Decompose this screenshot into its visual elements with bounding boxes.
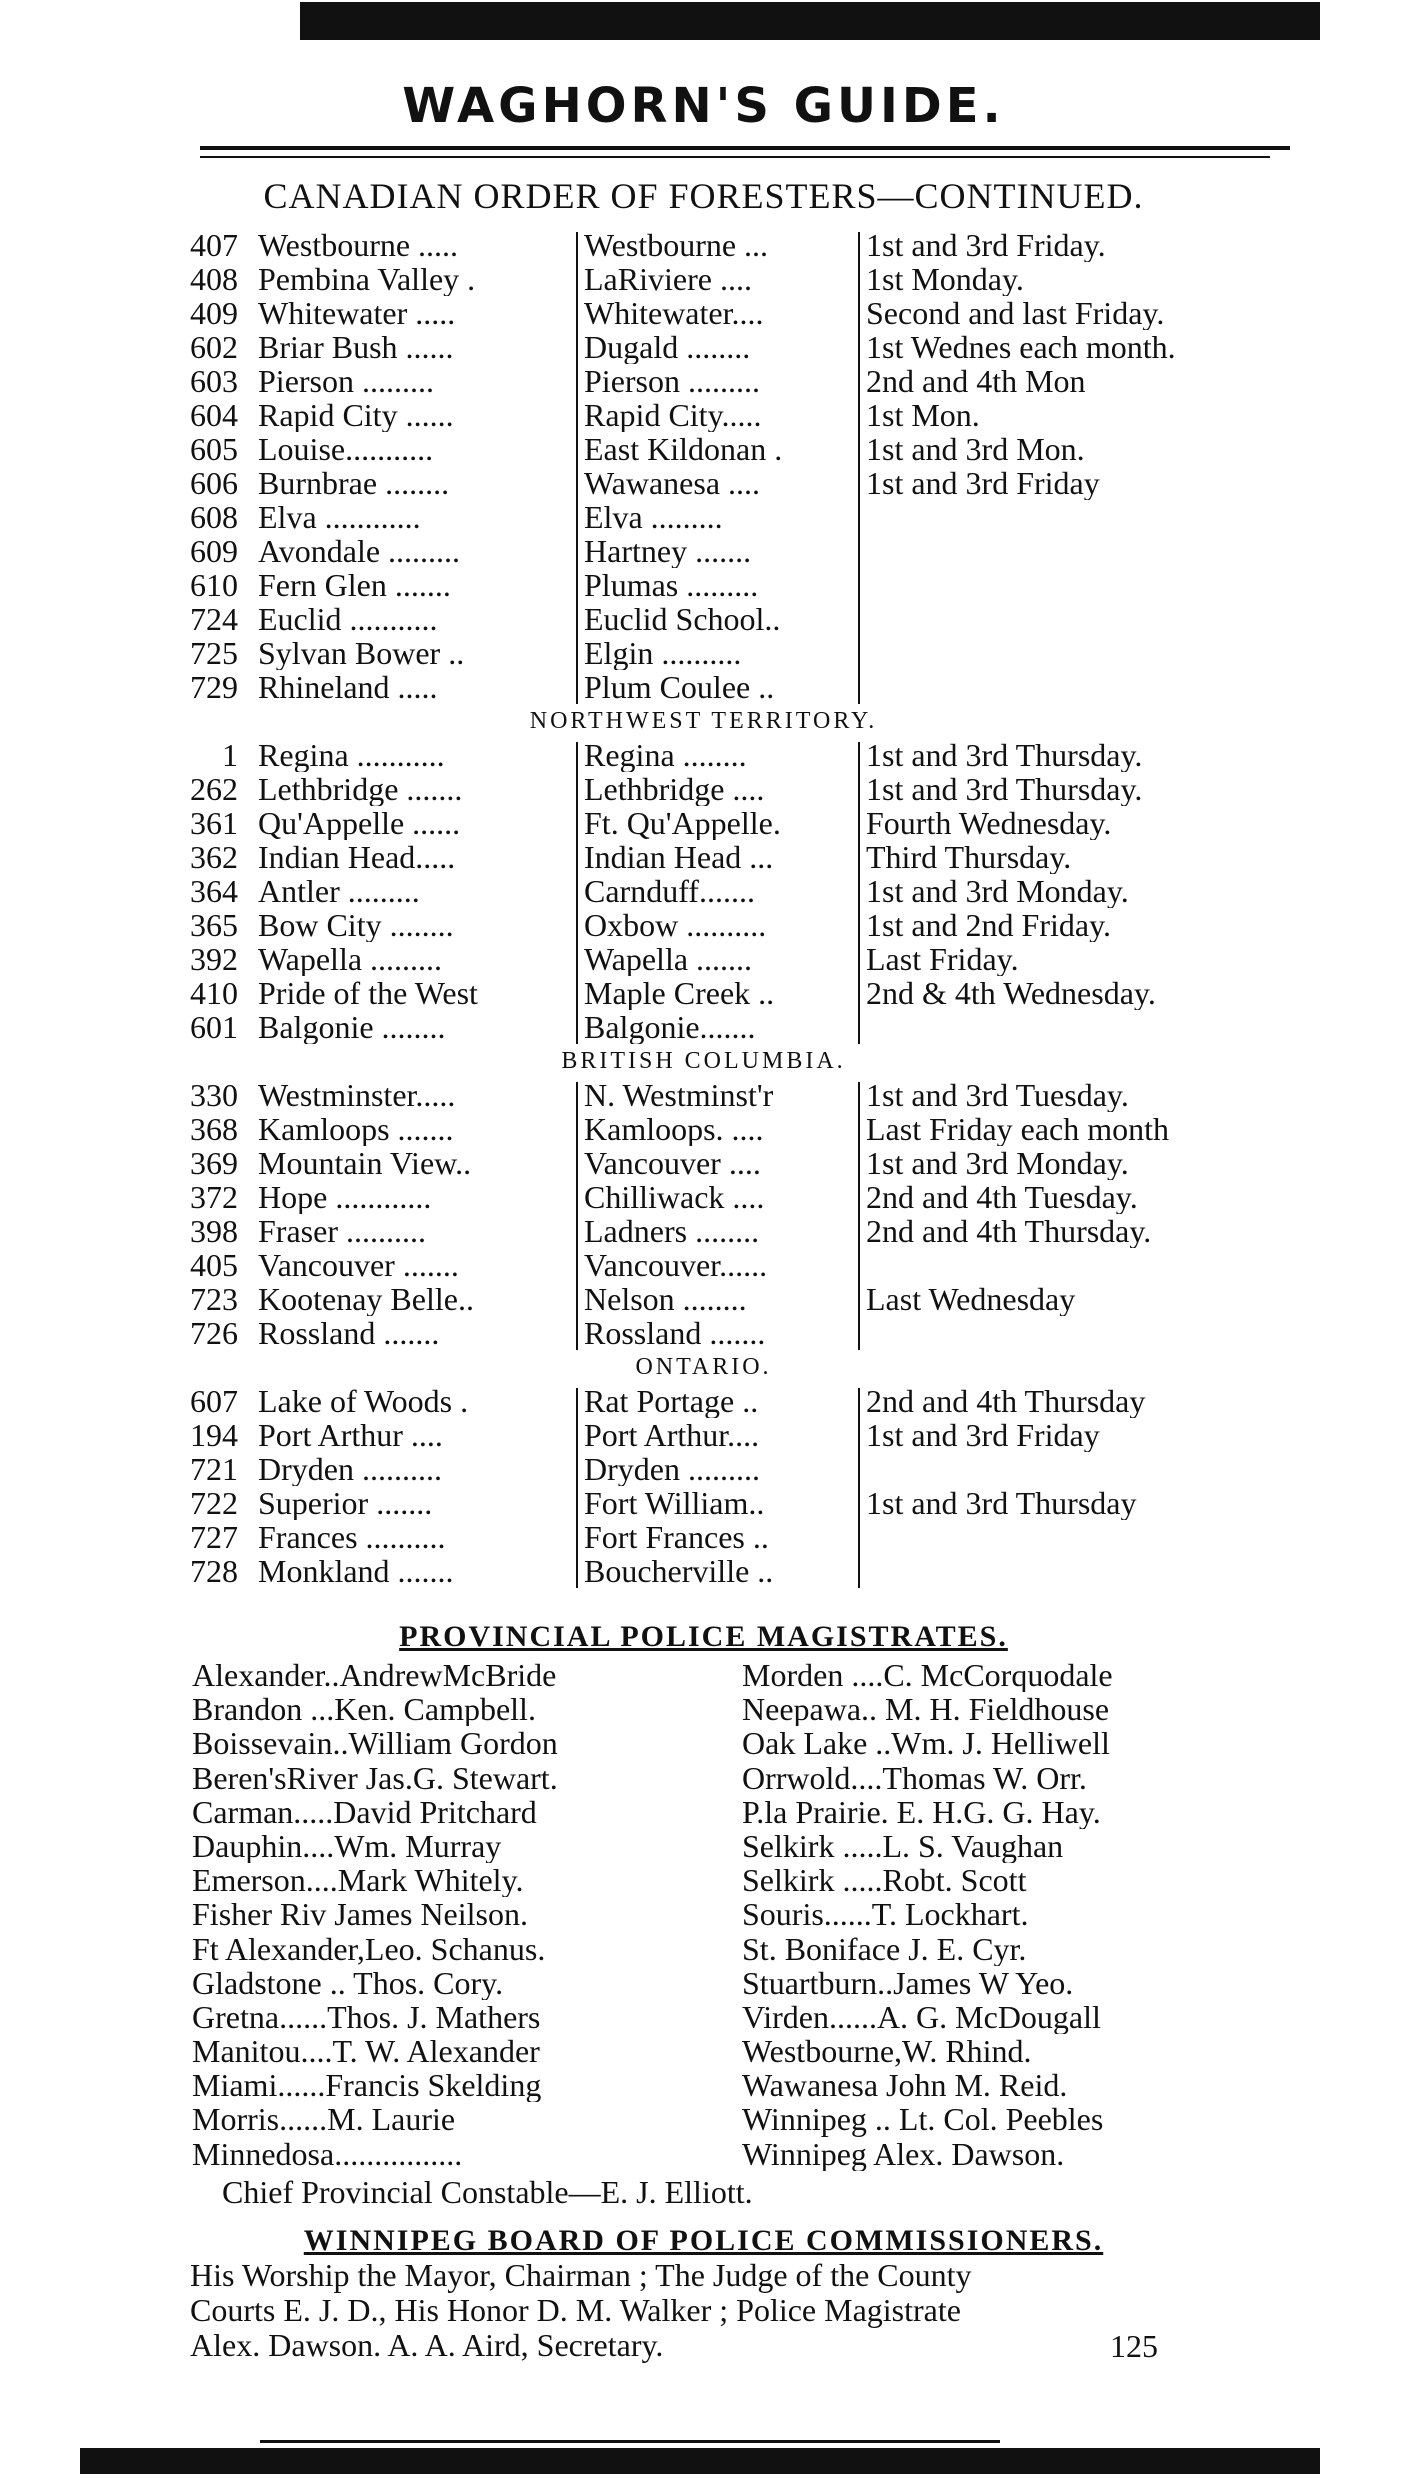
column-rule: [858, 232, 860, 704]
court-meeting: 1st and 3rd Mon.: [866, 432, 1085, 466]
court-row: [0, 1316, 1407, 1350]
court-number: 392: [190, 941, 238, 977]
court-name: Avondale .........: [258, 534, 461, 568]
court-place: Ft. Qu'Appelle.: [584, 806, 781, 840]
court-number: 398: [190, 1213, 238, 1249]
court-name: Lethbridge .......: [258, 772, 463, 806]
court-number: 724: [190, 601, 238, 637]
magistrate-entry: Oak Lake ..Wm. J. Helliwell: [742, 1726, 1110, 1761]
court-row: [0, 738, 1407, 772]
court-meeting: Second and last Friday.: [866, 296, 1165, 330]
court-meeting: 1st and 2nd Friday.: [866, 908, 1112, 942]
court-name: Louise...........: [258, 432, 434, 466]
court-name: Briar Bush ......: [258, 330, 454, 364]
court-number: 194: [190, 1417, 238, 1453]
magistrate-entry: Orrwold....Thomas W. Orr.: [742, 1760, 1087, 1795]
court-place: Euclid School..: [584, 602, 781, 636]
court-name: Superior .......: [258, 1486, 433, 1520]
court-row: [0, 1554, 1407, 1588]
magistrate-entry: Selkirk .....Robt. Scott: [742, 1863, 1027, 1898]
court-place: Fort William..: [584, 1486, 765, 1520]
court-number: 405: [190, 1247, 238, 1283]
section-heading: CANADIAN ORDER OF FORESTERS—CONTINUED.: [263, 176, 1144, 216]
magistrate-entry: Winnipeg .. Lt. Col. Peebles: [742, 2102, 1104, 2137]
court-row: [0, 908, 1407, 942]
court-place: Fort Frances ..: [584, 1520, 769, 1554]
court-meeting: 2nd and 4th Thursday: [866, 1384, 1146, 1418]
court-number: 725: [190, 635, 238, 671]
court-row: [0, 874, 1407, 908]
court-row: [0, 942, 1407, 976]
court-number: 368: [190, 1111, 238, 1147]
page-title: WAGHORN'S GUIDE.: [402, 78, 1005, 134]
court-name: Frances ..........: [258, 1520, 446, 1554]
board-line: Courts E. J. D., His Honor D. M. Walker ; Police Magistrate: [190, 2292, 961, 2328]
court-meeting: 2nd and 4th Tuesday.: [866, 1180, 1138, 1214]
court-number: 362: [190, 839, 238, 875]
magistrates-right-column: [742, 1658, 1332, 2171]
court-row: [0, 1010, 1407, 1044]
court-name: Lake of Woods .: [258, 1384, 469, 1418]
court-name: Burnbrae ........: [258, 466, 450, 500]
court-name: Whitewater .....: [258, 296, 456, 330]
magistrate-entry: Carman.....David Pritchard: [192, 1794, 537, 1829]
court-row: [0, 1180, 1407, 1214]
magistrate-entry: Stuartburn..James W Yeo.: [742, 1965, 1074, 2000]
magistrate-entry: Westbourne,W. Rhind.: [742, 2034, 1032, 2069]
court-name: Regina ...........: [258, 738, 445, 772]
court-meeting: Last Friday each month: [866, 1112, 1170, 1146]
column-rule: [576, 232, 578, 704]
court-meeting: 1st and 3rd Thursday.: [866, 772, 1143, 806]
court-row: [0, 602, 1407, 636]
court-place: Vancouver ....: [584, 1146, 761, 1180]
court-name: Kootenay Belle..: [258, 1282, 474, 1316]
court-row: [0, 364, 1407, 398]
court-number: 607: [190, 1383, 238, 1419]
board-line: His Worship the Mayor, Chairman ; The Judge of the County: [190, 2257, 972, 2293]
court-number: 330: [190, 1077, 238, 1113]
court-row: [0, 636, 1407, 670]
court-row: [0, 1418, 1407, 1452]
region-heading-label: NORTHWEST TERRITORY.: [529, 708, 878, 734]
court-place: Plum Coulee ..: [584, 670, 775, 704]
court-number: 609: [190, 533, 238, 569]
court-name: Vancouver .......: [258, 1248, 459, 1282]
court-name: Kamloops .......: [258, 1112, 454, 1146]
court-place: Maple Creek ..: [584, 976, 775, 1010]
magistrate-entry: Souris......T. Lockhart.: [742, 1897, 1029, 1932]
court-place: Hartney .......: [584, 534, 752, 568]
column-rule: [858, 1082, 860, 1350]
court-place: Balgonie.......: [584, 1010, 756, 1044]
magistrate-entry: Alexander..AndrewMcBride: [192, 1658, 557, 1693]
court-meeting: Last Wednesday: [866, 1282, 1076, 1316]
chief-constable-line: Chief Provincial Constable—E. J. Elliott.: [222, 2174, 753, 2210]
board-line: Alex. Dawson. A. A. Aird, Secretary.: [190, 2327, 664, 2363]
court-name: Fraser ..........: [258, 1214, 426, 1248]
court-number: 726: [190, 1315, 238, 1351]
court-name: Bow City ........: [258, 908, 454, 942]
magistrate-entry: Neepawa.. M. H. Fieldhouse: [742, 1692, 1110, 1727]
magistrate-entry: Morris......M. Laurie: [192, 2102, 456, 2137]
court-number: 610: [190, 567, 238, 603]
court-number: 605: [190, 431, 238, 467]
court-row: [0, 1282, 1407, 1316]
courts-table: [0, 228, 1407, 1588]
region-heading: [0, 1350, 1407, 1384]
court-meeting: 1st and 3rd Thursday.: [866, 738, 1143, 772]
magistrate-entry: Fisher Riv James Neilson.: [192, 1897, 528, 1932]
court-number: 602: [190, 329, 238, 365]
court-row: [0, 228, 1407, 262]
court-number: 604: [190, 397, 238, 433]
court-name: Qu'Appelle ......: [258, 806, 461, 840]
court-meeting: 1st and 3rd Monday.: [866, 874, 1129, 908]
court-number: 606: [190, 465, 238, 501]
court-name: Rapid City ......: [258, 398, 454, 432]
column-rule: [576, 1388, 578, 1588]
magistrate-entry: Gretna......Thos. J. Mathers: [192, 1999, 541, 2035]
court-name: Sylvan Bower ..: [258, 636, 465, 670]
magistrate-entry: Minnedosa................: [192, 2136, 463, 2171]
court-place: Vancouver......: [584, 1248, 768, 1282]
court-place: Rapid City.....: [584, 398, 762, 432]
court-row: [0, 1112, 1407, 1146]
court-place: N. Westminst'r: [584, 1078, 774, 1112]
court-number: 601: [190, 1009, 238, 1045]
court-number: 723: [190, 1281, 238, 1317]
court-place: Kamloops. ....: [584, 1112, 764, 1146]
bottom-border-bar: [80, 2448, 1320, 2474]
court-name: Pierson .........: [258, 364, 434, 398]
court-meeting: 1st and 3rd Monday.: [866, 1146, 1129, 1180]
magistrate-entry: Brandon ...Ken. Campbell.: [192, 1692, 536, 1727]
court-row: [0, 1214, 1407, 1248]
court-number: 262: [190, 771, 238, 807]
page-number: 125: [1110, 2328, 1158, 2364]
court-name: Dryden ..........: [258, 1452, 442, 1486]
court-place: Boucherville ..: [584, 1554, 774, 1588]
court-name: Elva ............: [258, 500, 421, 534]
court-name: Balgonie ........: [258, 1010, 446, 1044]
magistrate-entry: Miami......Francis Skelding: [192, 2068, 542, 2103]
court-number: 727: [190, 1519, 238, 1555]
court-place: Lethbridge ....: [584, 772, 765, 806]
court-place: Dryden .........: [584, 1452, 760, 1486]
court-number: 372: [190, 1179, 238, 1215]
region-heading: [0, 704, 1407, 738]
court-place: Westbourne ...: [584, 228, 769, 262]
court-place: Rossland .......: [584, 1316, 766, 1350]
magistrate-entry: Boissevain..William Gordon: [192, 1726, 558, 1761]
court-place: Pierson .........: [584, 364, 760, 398]
court-meeting: 1st Monday.: [866, 262, 1024, 296]
court-number: 722: [190, 1485, 238, 1521]
court-name: Port Arthur ....: [258, 1418, 443, 1452]
magistrate-entry: Emerson....Mark Whitely.: [192, 1863, 524, 1898]
court-number: 608: [190, 499, 238, 535]
court-row: [0, 976, 1407, 1010]
court-name: Euclid ...........: [258, 602, 438, 636]
top-border-line: [310, 32, 970, 35]
magistrate-entry: Manitou....T. W. Alexander: [192, 2034, 540, 2069]
court-row: [0, 398, 1407, 432]
court-meeting: 1st and 3rd Friday: [866, 1418, 1100, 1452]
magistrate-entry: St. Boniface J. E. Cyr.: [742, 1931, 1027, 1966]
magistrate-entry: Selkirk .....L. S. Vaughan: [742, 1828, 1064, 1864]
court-name: Westminster.....: [258, 1078, 456, 1112]
court-row: [0, 466, 1407, 500]
court-place: LaRiviere ....: [584, 262, 752, 296]
court-place: Elgin ..........: [584, 636, 742, 670]
court-meeting: 1st Wednes each month.: [866, 330, 1176, 364]
region-heading-label: BRITISH COLUMBIA.: [561, 1048, 846, 1074]
court-place: Regina ........: [584, 738, 747, 772]
bottom-border-line: [260, 2440, 1000, 2443]
court-place: Wawanesa ....: [584, 466, 761, 500]
court-place: Carnduff.......: [584, 874, 755, 908]
magistrates-heading: PROVINCIAL POLICE MAGISTRATES.: [399, 1620, 1008, 1653]
court-number: 1: [222, 737, 238, 773]
court-row: [0, 1520, 1407, 1554]
court-name: Monkland .......: [258, 1554, 454, 1588]
magistrate-entry: Dauphin....Wm. Murray: [192, 1828, 502, 1864]
court-row: [0, 534, 1407, 568]
court-meeting: 2nd and 4th Thursday.: [866, 1214, 1152, 1248]
court-place: Plumas .........: [584, 568, 759, 602]
court-meeting: 1st and 3rd Tuesday.: [866, 1078, 1129, 1112]
court-row: [0, 840, 1407, 874]
region-heading: [0, 1044, 1407, 1078]
court-place: Nelson ........: [584, 1282, 747, 1316]
court-place: Ladners ........: [584, 1214, 760, 1248]
court-name: Indian Head.....: [258, 840, 456, 874]
court-row: [0, 1486, 1407, 1520]
court-meeting: 1st and 3rd Thursday: [866, 1486, 1137, 1520]
court-number: 365: [190, 907, 238, 943]
court-place: Whitewater....: [584, 296, 764, 330]
court-place: Port Arthur....: [584, 1418, 760, 1452]
magistrates-left-column: [192, 1658, 752, 2171]
magistrate-entry: Ft Alexander,Leo. Schanus.: [192, 1931, 546, 1966]
magistrate-entry: Gladstone .. Thos. Cory.: [192, 1965, 504, 2000]
court-row: [0, 568, 1407, 602]
court-name: Fern Glen .......: [258, 568, 451, 602]
court-name: Hope ............: [258, 1180, 432, 1214]
court-row: [0, 1452, 1407, 1486]
magistrate-entry: P.la Prairie. E. H.G. G. Hay.: [742, 1794, 1101, 1829]
court-name: Mountain View..: [258, 1146, 472, 1180]
court-row: [0, 500, 1407, 534]
court-number: 407: [190, 227, 238, 263]
magistrate-entry: Virden......A. G. McDougall: [742, 1999, 1101, 2035]
court-row: [0, 670, 1407, 704]
title-rule-thin: [200, 156, 1270, 158]
court-place: Indian Head ...: [584, 840, 774, 874]
magistrate-entry: Wawanesa John M. Reid.: [742, 2068, 1068, 2103]
court-number: 409: [190, 295, 238, 331]
court-row: [0, 1384, 1407, 1418]
magistrate-entry: Morden ....C. McCorquodale: [742, 1658, 1113, 1693]
court-row: [0, 432, 1407, 466]
court-name: Pembina Valley .: [258, 262, 476, 296]
column-rule: [576, 1082, 578, 1350]
court-place: Rat Portage ..: [584, 1384, 759, 1418]
court-row: [0, 1248, 1407, 1282]
court-place: East Kildonan .: [584, 432, 783, 466]
court-number: 361: [190, 805, 238, 841]
court-place: Elva .........: [584, 500, 723, 534]
court-row: [0, 262, 1407, 296]
court-number: 728: [190, 1553, 238, 1589]
court-place: Wapella .......: [584, 942, 753, 976]
court-name: Antler .........: [258, 874, 420, 908]
court-number: 408: [190, 261, 238, 297]
court-number: 729: [190, 669, 238, 705]
court-place: Chilliwack ....: [584, 1180, 765, 1214]
court-meeting: Third Thursday.: [866, 840, 1072, 874]
column-rule: [858, 742, 860, 1044]
court-row: [0, 1078, 1407, 1112]
court-row: [0, 772, 1407, 806]
court-row: [0, 296, 1407, 330]
court-number: 410: [190, 975, 238, 1011]
court-number: 721: [190, 1451, 238, 1487]
court-number: 364: [190, 873, 238, 909]
court-meeting: 2nd and 4th Mon: [866, 364, 1086, 398]
court-meeting: 1st and 3rd Friday: [866, 466, 1100, 500]
court-meeting: 1st and 3rd Friday.: [866, 228, 1106, 262]
column-rule: [576, 742, 578, 1044]
court-place: Oxbow ..........: [584, 908, 767, 942]
court-row: [0, 330, 1407, 364]
magistrate-entry: Winnipeg Alex. Dawson.: [742, 2136, 1065, 2171]
court-meeting: 2nd & 4th Wednesday.: [866, 976, 1156, 1010]
court-place: Dugald ........: [584, 330, 751, 364]
court-number: 603: [190, 363, 238, 399]
court-meeting: 1st Mon.: [866, 398, 980, 432]
court-row: [0, 806, 1407, 840]
column-rule: [858, 1388, 860, 1588]
court-name: Wapella .........: [258, 942, 443, 976]
court-name: Westbourne .....: [258, 228, 459, 262]
winnipeg-board-heading: WINNIPEG BOARD OF POLICE COMMISSIONERS.: [303, 2224, 1104, 2257]
court-name: Rossland .......: [258, 1316, 440, 1350]
court-name: Pride of the West: [258, 976, 478, 1010]
court-name: Rhineland .....: [258, 670, 438, 704]
magistrate-entry: Beren'sRiver Jas.G. Stewart.: [192, 1760, 558, 1795]
title-rule: [200, 146, 1290, 150]
court-number: 369: [190, 1145, 238, 1181]
region-heading-label: ONTARIO.: [635, 1354, 772, 1380]
court-row: [0, 1146, 1407, 1180]
court-meeting: Fourth Wednesday.: [866, 806, 1112, 840]
court-meeting: Last Friday.: [866, 942, 1019, 976]
